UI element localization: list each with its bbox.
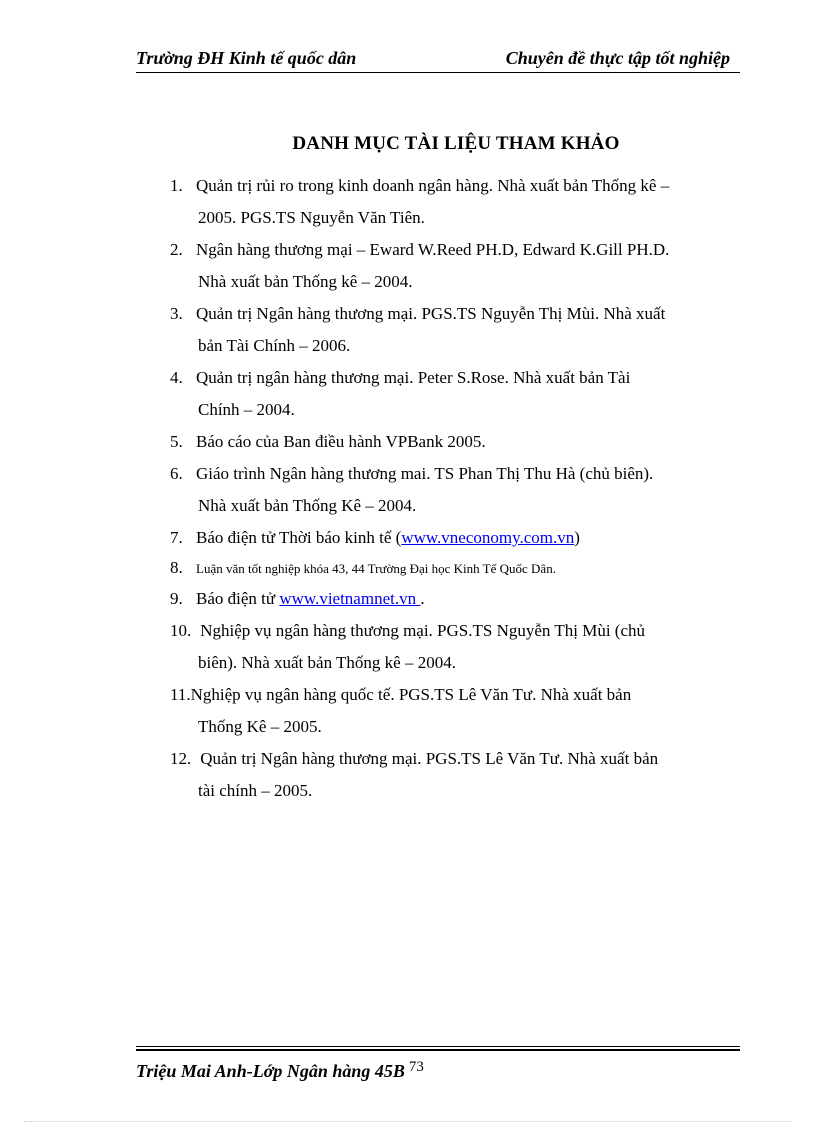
reference-item bbox=[170, 458, 740, 522]
reference-text-continued: tài chính – 2005. bbox=[198, 781, 313, 800]
reference-text: Nghiệp vụ ngân hàng thương mại. PGS.TS Nguyễn Thị Mùi (chủ bbox=[196, 621, 645, 640]
reference-number: 6. bbox=[170, 464, 183, 483]
reference-text: Quản trị ngân hàng thương mại. Peter S.Rose. Nhà xuất bản Tài bbox=[196, 368, 631, 387]
page-edge-divider bbox=[24, 1121, 792, 1122]
reference-item bbox=[170, 743, 740, 807]
reference-text: Báo điện tử Thời báo kinh tế ( bbox=[196, 528, 402, 547]
footer-rule-thick bbox=[136, 1049, 740, 1051]
reference-text: Quản trị rủi ro trong kinh doanh ngân hàng. Nhà xuất bản Thống kê – bbox=[196, 176, 670, 195]
reference-number: 10. bbox=[170, 621, 192, 640]
reference-text-continued: 2005. PGS.TS Nguyễn Văn Tiên. bbox=[198, 208, 425, 227]
reference-number: 9. bbox=[170, 589, 183, 608]
page-header bbox=[136, 48, 740, 74]
reference-text-continued: Chính – 2004. bbox=[198, 400, 295, 419]
reference-item bbox=[170, 583, 740, 615]
reference-text-continued: Nhà xuất bản Thống kê – 2004. bbox=[198, 272, 413, 291]
reference-number: 3. bbox=[170, 304, 183, 323]
reference-text: Nghiệp vụ ngân hàng quốc tế. PGS.TS Lê Văn Tư. Nhà xuất bản bbox=[190, 685, 632, 704]
reference-text-suffix: ) bbox=[574, 528, 580, 547]
reference-item bbox=[170, 426, 740, 458]
reference-item bbox=[170, 362, 740, 426]
header-report-type: Chuyên đề thực tập tốt nghiệp bbox=[505, 48, 730, 68]
footer-rule bbox=[136, 1046, 740, 1047]
reference-text: Luận văn tốt nghiệp khóa 43, 44 Trường Đại học Kinh Tế Quốc Dân. bbox=[196, 561, 556, 576]
reference-list bbox=[170, 170, 740, 807]
reference-item bbox=[170, 554, 740, 583]
reference-number: 7. bbox=[170, 528, 183, 547]
reference-text: Quản trị Ngân hàng thương mại. PGS.TS Nguyễn Thị Mùi. Nhà xuất bbox=[196, 304, 666, 323]
reference-number: 4. bbox=[170, 368, 183, 387]
reference-item bbox=[170, 522, 740, 554]
reference-text-continued: Nhà xuất bản Thống Kê – 2004. bbox=[198, 496, 417, 515]
reference-text: Ngân hàng thương mại – Eward W.Reed PH.D, Edward K.Gill PH.D. bbox=[196, 240, 670, 259]
reference-item bbox=[170, 298, 740, 362]
reference-number: 2. bbox=[170, 240, 183, 259]
reference-item bbox=[170, 170, 740, 234]
reference-text-continued: Thống Kê – 2005. bbox=[198, 717, 322, 736]
reference-text-continued: bản Tài Chính – 2006. bbox=[198, 336, 351, 355]
reference-item bbox=[170, 679, 740, 743]
reference-number: 11. bbox=[170, 685, 191, 704]
page-number: 73 bbox=[408, 1059, 424, 1075]
vietnamnet-link[interactable]: www.vietnamnet.vn bbox=[279, 589, 421, 608]
footer-author: Triệu Mai Anh-Lớp Ngân hàng 45B bbox=[136, 1061, 405, 1081]
reference-item bbox=[170, 234, 740, 298]
reference-item bbox=[170, 615, 740, 679]
page-title: DANH MỤC TÀI LIỆU THAM KHẢO bbox=[292, 133, 620, 154]
reference-text-continued: biên). Nhà xuất bản Thống kê – 2004. bbox=[198, 653, 456, 672]
reference-text: Báo cáo của Ban điều hành VPBank 2005. bbox=[196, 432, 486, 451]
reference-number: 8. bbox=[170, 558, 183, 577]
reference-number: 12. bbox=[170, 749, 192, 768]
vneconomy-link[interactable]: www.vneconomy.com.vn bbox=[401, 528, 575, 547]
page-footer bbox=[136, 1046, 740, 1082]
reference-text-suffix: . bbox=[420, 589, 425, 608]
reference-number: 1. bbox=[170, 176, 183, 195]
header-rule bbox=[136, 72, 740, 73]
reference-number: 5. bbox=[170, 432, 183, 451]
header-school: Trường ĐH Kinh tế quốc dân bbox=[136, 48, 357, 68]
reference-text: Quản trị Ngân hàng thương mại. PGS.TS Lê Văn Tư. Nhà xuất bản bbox=[196, 749, 659, 768]
reference-text: Báo điện tử bbox=[196, 589, 280, 608]
reference-text: Giáo trình Ngân hàng thương mai. TS Phan Thị Thu Hà (chủ biên). bbox=[196, 464, 654, 483]
